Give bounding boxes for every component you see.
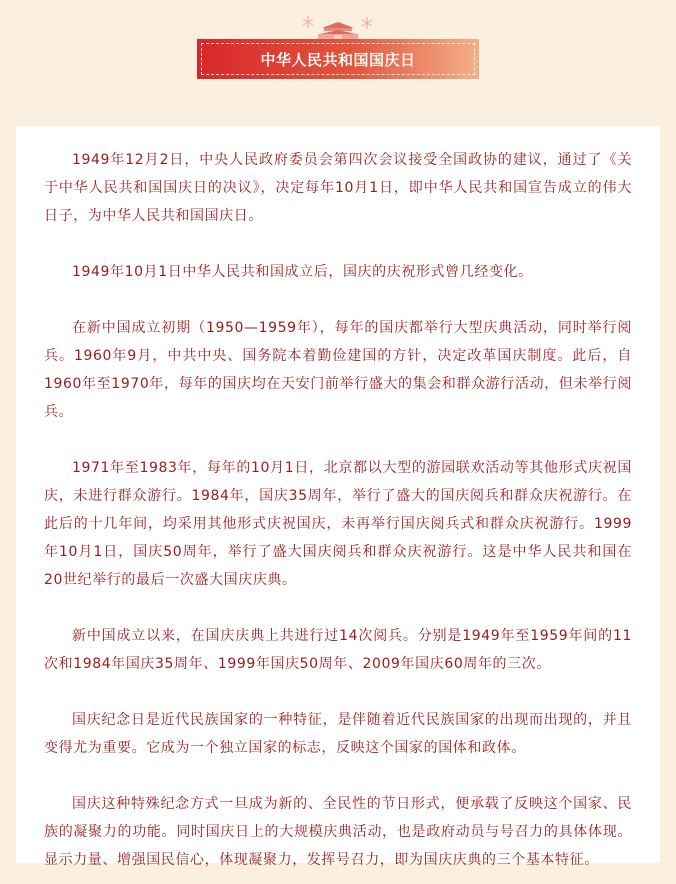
article-paragraph: 国庆纪念日是近代民族国家的一种特征，是伴随着近代民族国家的出现而出现的，并且变得尤为重要。它成为一个独立国家的标志，反映这个国家的国体和政体。 [44, 712, 632, 756]
article-paragraph: 1949年10月1日中华人民共和国成立后，国庆的庆祝形式曾几经变化。 [72, 264, 533, 280]
article-paragraph: 国庆这种特殊纪念方式一旦成为新的、全民性的节日形式，便承载了反映这个国家、民族的凝聚力的功能。同时国庆日上的大规模庆典活动，也是政府动员与号召力的具体体现。显示力量、增强国民信心，体现凝聚力，发挥号召力，即为国庆庆典的三个基本特征。 [44, 796, 632, 868]
article-paragraph: 1949年12月2日，中央人民政府委员会第四次会议接受全国政协的建议，通过了《关于中华人民共和国国庆日的决议》，决定每年10月1日，即中华人民共和国宣告成立的伟大日子，为中华人民共和国国庆日。 [44, 152, 632, 224]
article-card [16, 126, 660, 868]
article-paragraph: 1971年至1983年，每年的10月1日，北京都以大型的游园联欢活动等其他形式庆祝国庆，未进行群众游行。1984年，国庆35周年，举行了盛大的国庆阅兵和群众庆祝游行。在此后的十几年间，均采用其他形式庆祝国庆，未再举行国庆阅兵式和群众庆祝游行。1999年10月1日，国庆50周年，举行了盛大国庆阅兵和群众庆祝游行。这是中华人民共和国在20世纪举行的最后一次盛大国庆庆典。 [44, 460, 632, 588]
tiananmen-fireworks-icon [300, 14, 376, 40]
title-banner [197, 39, 479, 79]
article-paragraph: 在新中国成立初期（1950—1959年），每年的国庆都举行大型庆典活动，同时举行阅兵。1960年9月，中共中央、国务院本着勤俭建国的方针，决定改革国庆制度。此后，自1960年至1970年，每年的国庆均在天安门前举行盛大的集会和群众游行活动，但未举行阅兵。 [44, 320, 632, 420]
page-title: 中华人民共和国国庆日 [201, 43, 475, 75]
article-paragraph: 新中国成立以来，在国庆庆典上共进行过14次阅兵。分别是1949年至1959年间的11次和1984年国庆35周年、1999年国庆50周年、2009年国庆60周年的三次。 [44, 628, 632, 672]
